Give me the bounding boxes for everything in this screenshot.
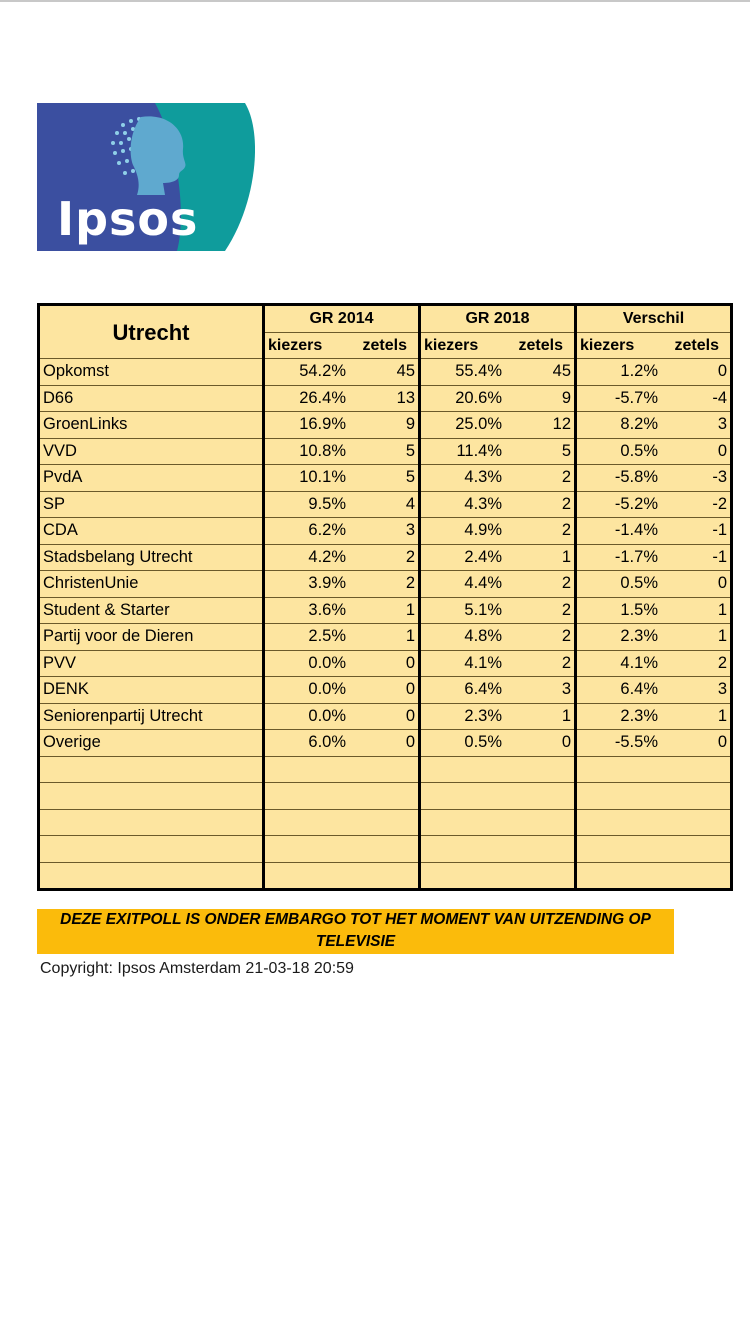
table-row xyxy=(39,385,732,412)
kiezers-2014-cell: 0.0% xyxy=(264,703,359,730)
zetels-2018-cell: 9 xyxy=(514,385,576,412)
kiezers-2018-cell xyxy=(420,836,515,863)
kiezers-2014-cell: 16.9% xyxy=(264,412,359,439)
party-name-cell: SP xyxy=(39,491,264,518)
kiezers-2018-cell: 4.3% xyxy=(420,465,515,492)
table-row xyxy=(39,465,732,492)
table-row xyxy=(39,544,732,571)
zetels-diff-cell: 1 xyxy=(670,624,732,651)
kiezers-2018-cell: 4.9% xyxy=(420,518,515,545)
kiezers-2014-cell: 54.2% xyxy=(264,359,359,386)
subheader-2014 xyxy=(264,332,420,359)
kiezers-2018-cell: 2.3% xyxy=(420,703,515,730)
zetels-2018-cell: 2 xyxy=(514,650,576,677)
zetels-diff-cell: -3 xyxy=(670,465,732,492)
party-name-cell: Partij voor de Dieren xyxy=(39,624,264,651)
copyright-text: Copyright: Ipsos Amsterdam 21-03-18 20:59 xyxy=(40,960,354,977)
zetels-diff-cell: -4 xyxy=(670,385,732,412)
table-row xyxy=(39,412,732,439)
party-name-cell xyxy=(39,836,264,863)
kiezers-diff-cell: -1.7% xyxy=(576,544,671,571)
zetels-diff-cell: 1 xyxy=(670,597,732,624)
kiezers-diff-cell: 2.3% xyxy=(576,703,671,730)
zetels-2014-cell: 0 xyxy=(358,677,420,704)
zetels-2018-cell: 1 xyxy=(514,544,576,571)
zetels-2014-cell xyxy=(358,836,420,863)
kiezers-2018-cell: 55.4% xyxy=(420,359,515,386)
subheader-zetels: zetels xyxy=(674,336,719,354)
subheader-kiezers: kiezers xyxy=(268,336,323,354)
zetels-2018-cell: 1 xyxy=(514,703,576,730)
top-rule xyxy=(0,0,750,2)
empty-row xyxy=(39,783,732,810)
zetels-2018-cell xyxy=(514,756,576,783)
kiezers-diff-cell: -5.7% xyxy=(576,385,671,412)
zetels-diff-cell: 0 xyxy=(670,359,732,386)
kiezers-diff-cell: 2.3% xyxy=(576,624,671,651)
kiezers-2018-cell: 0.5% xyxy=(420,730,515,757)
kiezers-diff-cell: 0.5% xyxy=(576,571,671,598)
table-row xyxy=(39,730,732,757)
zetels-2018-cell xyxy=(514,783,576,810)
kiezers-diff-cell xyxy=(576,783,671,810)
kiezers-2014-cell xyxy=(264,783,359,810)
zetels-diff-cell xyxy=(670,783,732,810)
zetels-diff-cell: 0 xyxy=(670,730,732,757)
kiezers-2014-cell: 9.5% xyxy=(264,491,359,518)
kiezers-2014-cell: 6.2% xyxy=(264,518,359,545)
zetels-2014-cell xyxy=(358,809,420,836)
zetels-diff-cell: -1 xyxy=(670,544,732,571)
kiezers-2018-cell xyxy=(420,756,515,783)
zetels-2014-cell: 0 xyxy=(358,703,420,730)
kiezers-diff-cell: 0.5% xyxy=(576,438,671,465)
zetels-2014-cell: 5 xyxy=(358,438,420,465)
kiezers-2014-cell: 6.0% xyxy=(264,730,359,757)
zetels-2014-cell: 1 xyxy=(358,624,420,651)
kiezers-2018-cell: 4.8% xyxy=(420,624,515,651)
zetels-2014-cell: 45 xyxy=(358,359,420,386)
party-name-cell: Student & Starter xyxy=(39,597,264,624)
party-name-cell xyxy=(39,862,264,890)
embargo-line-2: TELEVISIE xyxy=(315,933,396,950)
group-header-2014: GR 2014 xyxy=(264,305,420,333)
subheader-zetels: zetels xyxy=(518,336,563,354)
subheader-kiezers: kiezers xyxy=(424,336,479,354)
zetels-2014-cell: 9 xyxy=(358,412,420,439)
zetels-diff-cell: 3 xyxy=(670,412,732,439)
zetels-2014-cell: 3 xyxy=(358,518,420,545)
kiezers-diff-cell: 1.2% xyxy=(576,359,671,386)
city-title: Utrecht xyxy=(39,305,264,359)
zetels-diff-cell: 0 xyxy=(670,571,732,598)
zetels-2018-cell: 2 xyxy=(514,491,576,518)
kiezers-2014-cell: 0.0% xyxy=(264,650,359,677)
party-name-cell: D66 xyxy=(39,385,264,412)
subheader-2018 xyxy=(420,332,576,359)
table-row xyxy=(39,359,732,386)
zetels-diff-cell: 3 xyxy=(670,677,732,704)
ipsos-logo xyxy=(37,103,255,251)
zetels-2014-cell: 1 xyxy=(358,597,420,624)
zetels-diff-cell xyxy=(670,756,732,783)
kiezers-2018-cell: 2.4% xyxy=(420,544,515,571)
zetels-diff-cell: 0 xyxy=(670,438,732,465)
kiezers-2014-cell: 2.5% xyxy=(264,624,359,651)
kiezers-diff-cell: -1.4% xyxy=(576,518,671,545)
party-name-cell: Stadsbelang Utrecht xyxy=(39,544,264,571)
results-table xyxy=(37,303,733,891)
kiezers-diff-cell: 6.4% xyxy=(576,677,671,704)
kiezers-2014-cell xyxy=(264,862,359,890)
kiezers-diff-cell: 4.1% xyxy=(576,650,671,677)
zetels-2014-cell: 4 xyxy=(358,491,420,518)
kiezers-2014-cell: 26.4% xyxy=(264,385,359,412)
kiezers-diff-cell xyxy=(576,836,671,863)
party-name-cell: Opkomst xyxy=(39,359,264,386)
party-name-cell: GroenLinks xyxy=(39,412,264,439)
kiezers-2018-cell xyxy=(420,809,515,836)
kiezers-2018-cell: 4.1% xyxy=(420,650,515,677)
table-row xyxy=(39,438,732,465)
zetels-diff-cell: -1 xyxy=(670,518,732,545)
table-row xyxy=(39,703,732,730)
subheader-kiezers: kiezers xyxy=(580,336,635,354)
table-row xyxy=(39,650,732,677)
kiezers-2014-cell: 3.9% xyxy=(264,571,359,598)
kiezers-diff-cell xyxy=(576,809,671,836)
zetels-2018-cell: 12 xyxy=(514,412,576,439)
zetels-diff-cell: -2 xyxy=(670,491,732,518)
empty-row xyxy=(39,836,732,863)
kiezers-2014-cell: 4.2% xyxy=(264,544,359,571)
party-name-cell: VVD xyxy=(39,438,264,465)
zetels-2018-cell: 45 xyxy=(514,359,576,386)
zetels-2018-cell: 0 xyxy=(514,730,576,757)
zetels-2018-cell: 2 xyxy=(514,624,576,651)
kiezers-diff-cell: 8.2% xyxy=(576,412,671,439)
zetels-2014-cell: 0 xyxy=(358,650,420,677)
group-header-verschil: Verschil xyxy=(576,305,732,333)
kiezers-diff-cell xyxy=(576,756,671,783)
empty-row xyxy=(39,809,732,836)
subheader-verschil xyxy=(576,332,732,359)
zetels-2018-cell xyxy=(514,862,576,890)
zetels-2014-cell: 5 xyxy=(358,465,420,492)
kiezers-2014-cell xyxy=(264,836,359,863)
empty-row xyxy=(39,756,732,783)
kiezers-2014-cell xyxy=(264,756,359,783)
zetels-2018-cell: 2 xyxy=(514,571,576,598)
zetels-diff-cell xyxy=(670,836,732,863)
zetels-2018-cell: 5 xyxy=(514,438,576,465)
kiezers-diff-cell: -5.2% xyxy=(576,491,671,518)
party-name-cell: PVV xyxy=(39,650,264,677)
table-row xyxy=(39,491,732,518)
kiezers-2018-cell: 5.1% xyxy=(420,597,515,624)
zetels-2014-cell: 0 xyxy=(358,730,420,757)
party-name-cell: PvdA xyxy=(39,465,264,492)
zetels-2014-cell xyxy=(358,862,420,890)
zetels-2018-cell: 2 xyxy=(514,518,576,545)
zetels-2014-cell: 2 xyxy=(358,544,420,571)
zetels-diff-cell: 2 xyxy=(670,650,732,677)
embargo-banner xyxy=(37,909,674,954)
kiezers-2014-cell: 10.8% xyxy=(264,438,359,465)
zetels-2018-cell xyxy=(514,836,576,863)
logo-wordmark: Ipsos xyxy=(57,192,199,246)
table-row xyxy=(39,518,732,545)
kiezers-diff-cell: -5.5% xyxy=(576,730,671,757)
kiezers-2018-cell: 20.6% xyxy=(420,385,515,412)
kiezers-2014-cell: 3.6% xyxy=(264,597,359,624)
zetels-2018-cell: 3 xyxy=(514,677,576,704)
empty-row xyxy=(39,862,732,890)
zetels-2014-cell xyxy=(358,756,420,783)
party-name-cell: ChristenUnie xyxy=(39,571,264,598)
kiezers-2018-cell: 6.4% xyxy=(420,677,515,704)
party-name-cell xyxy=(39,756,264,783)
kiezers-2018-cell xyxy=(420,862,515,890)
party-name-cell xyxy=(39,783,264,810)
zetels-2018-cell: 2 xyxy=(514,597,576,624)
kiezers-2014-cell xyxy=(264,809,359,836)
kiezers-2014-cell: 10.1% xyxy=(264,465,359,492)
party-name-cell: DENK xyxy=(39,677,264,704)
zetels-2014-cell: 2 xyxy=(358,571,420,598)
zetels-2018-cell: 2 xyxy=(514,465,576,492)
embargo-line-1: DEZE EXITPOLL IS ONDER EMBARGO TOT HET MOMENT VAN UITZENDING OP xyxy=(60,911,651,928)
kiezers-2018-cell: 4.3% xyxy=(420,491,515,518)
kiezers-diff-cell: 1.5% xyxy=(576,597,671,624)
kiezers-diff-cell: -5.8% xyxy=(576,465,671,492)
kiezers-2018-cell: 4.4% xyxy=(420,571,515,598)
zetels-2014-cell: 13 xyxy=(358,385,420,412)
header-row xyxy=(39,305,732,333)
party-name-cell: Seniorenpartij Utrecht xyxy=(39,703,264,730)
kiezers-2018-cell: 11.4% xyxy=(420,438,515,465)
party-name-cell: Overige xyxy=(39,730,264,757)
party-name-cell: CDA xyxy=(39,518,264,545)
zetels-diff-cell: 1 xyxy=(670,703,732,730)
subheader-zetels: zetels xyxy=(362,336,407,354)
table-row xyxy=(39,571,732,598)
table-row xyxy=(39,597,732,624)
zetels-diff-cell xyxy=(670,809,732,836)
kiezers-diff-cell xyxy=(576,862,671,890)
table-row xyxy=(39,677,732,704)
kiezers-2018-cell xyxy=(420,783,515,810)
party-name-cell xyxy=(39,809,264,836)
zetels-diff-cell xyxy=(670,862,732,890)
zetels-2018-cell xyxy=(514,809,576,836)
kiezers-2014-cell: 0.0% xyxy=(264,677,359,704)
zetels-2014-cell xyxy=(358,783,420,810)
kiezers-2018-cell: 25.0% xyxy=(420,412,515,439)
table-row xyxy=(39,624,732,651)
group-header-2018: GR 2018 xyxy=(420,305,576,333)
